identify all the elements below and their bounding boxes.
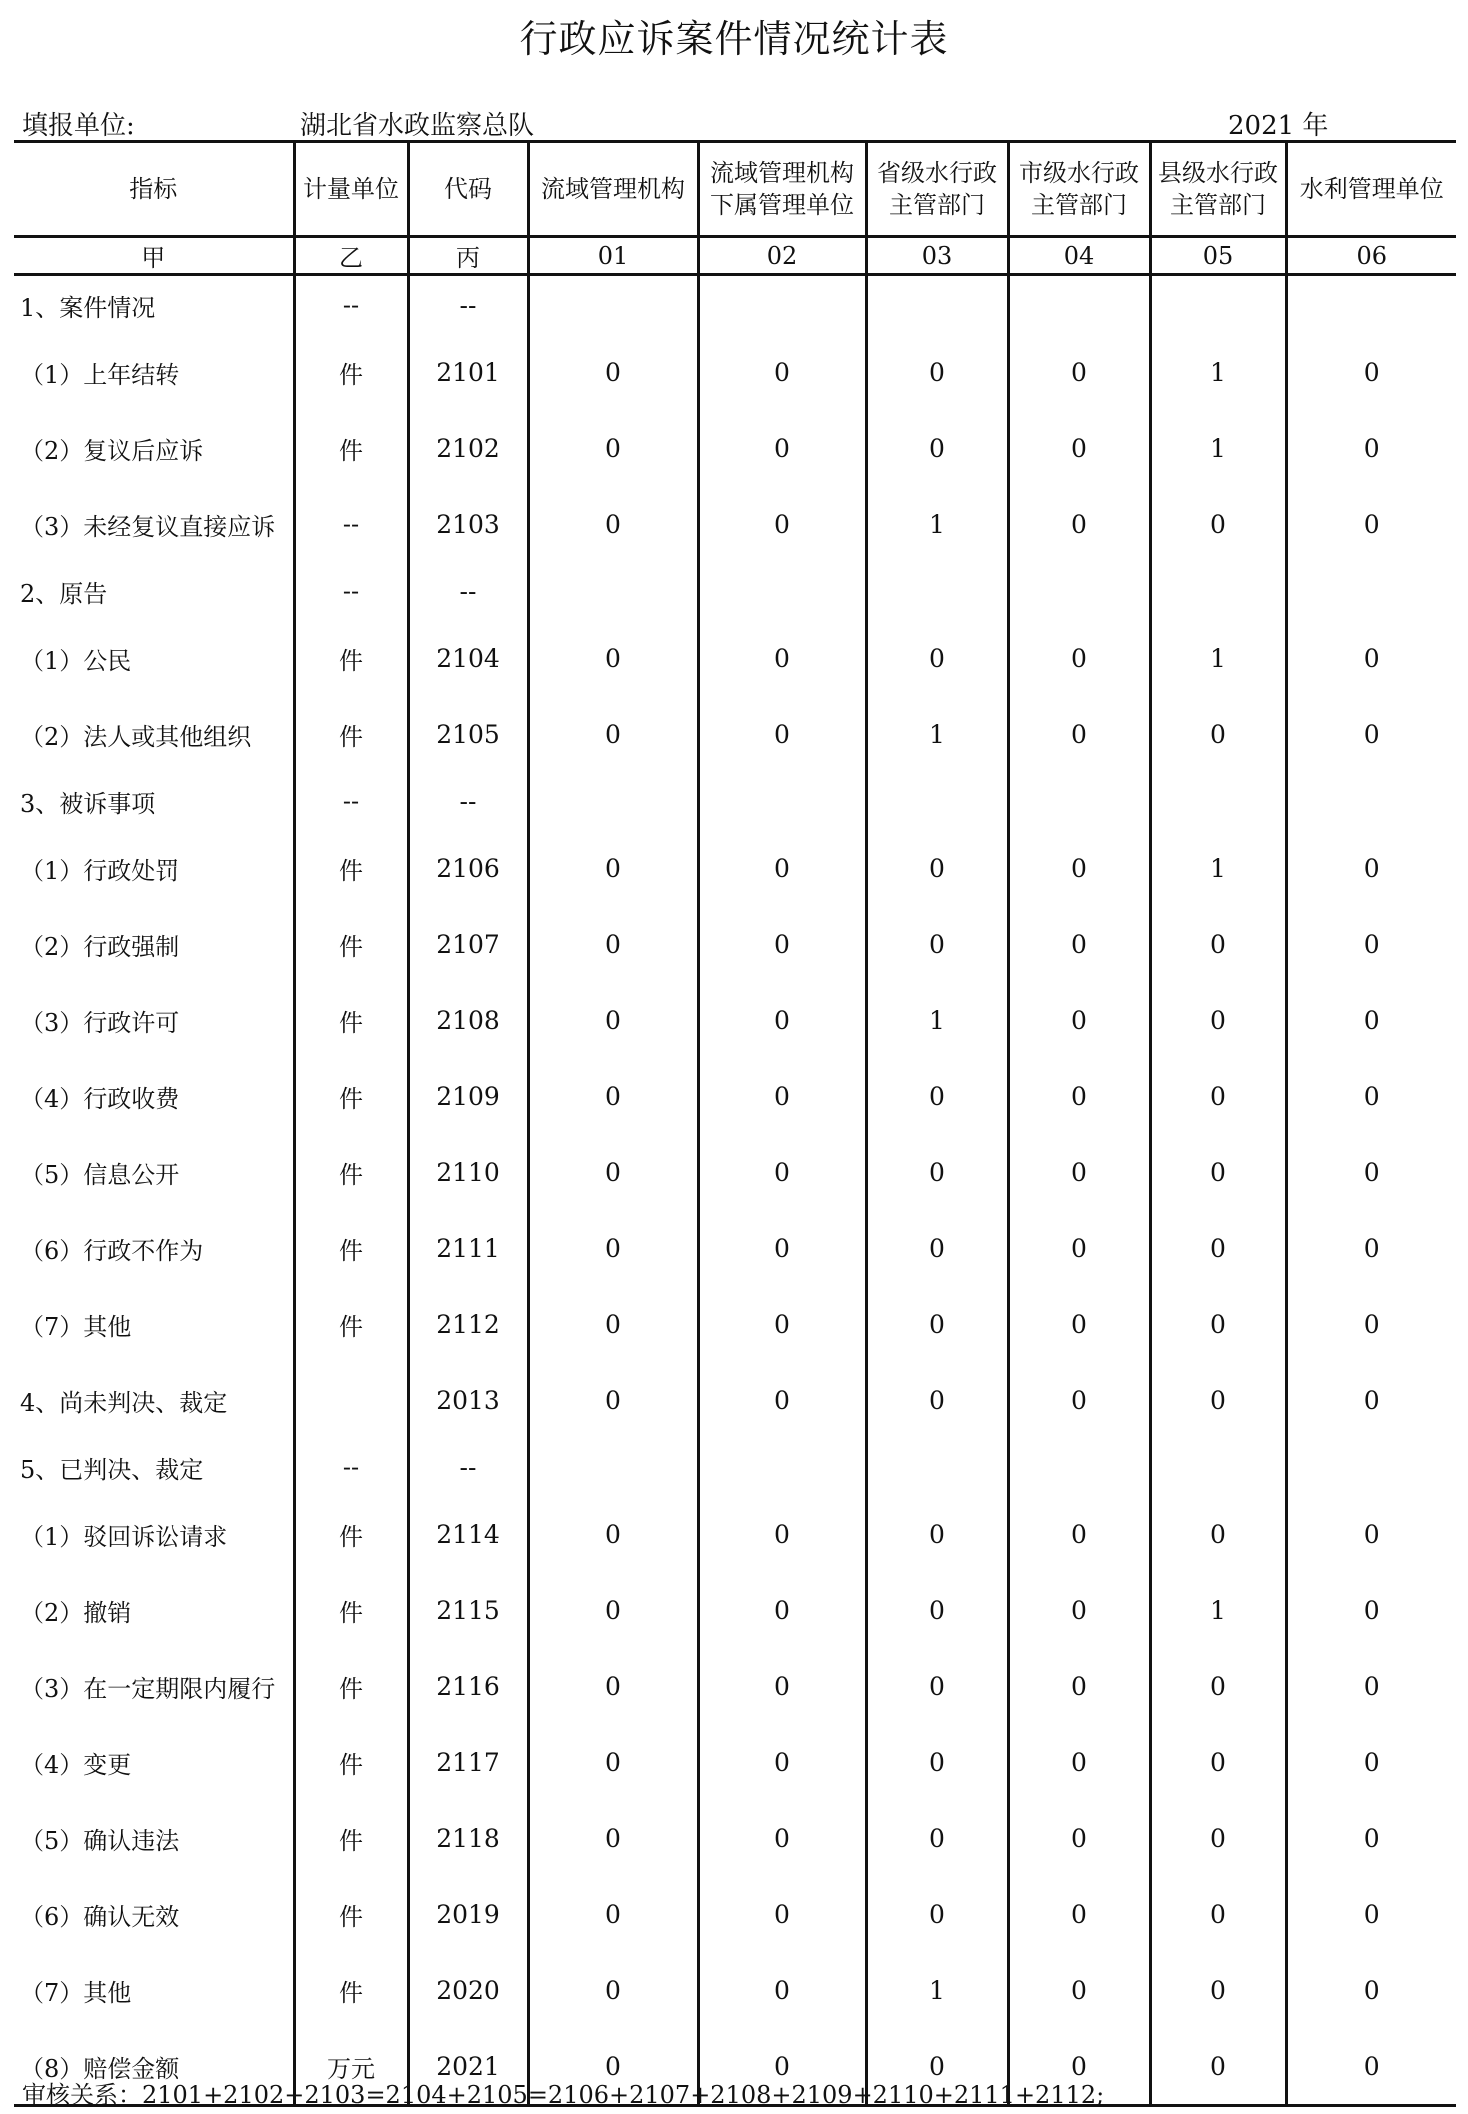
value-cell: 0	[698, 696, 866, 772]
column-header: 省级水行政主管部门	[866, 142, 1008, 237]
unit-cell: 件	[294, 1572, 408, 1648]
value-cell	[866, 562, 1008, 620]
value-cell	[528, 1438, 698, 1496]
indicator-label: （6）行政不作为	[20, 1236, 204, 1265]
value-cell: 0	[866, 1058, 1008, 1134]
value-cell	[1286, 562, 1456, 620]
column-header: 计量单位	[294, 142, 408, 237]
value-cell	[528, 275, 698, 335]
value-cell: 0	[698, 410, 866, 486]
value-cell: 0	[698, 982, 866, 1058]
code-cell: --	[408, 1438, 528, 1496]
table-row	[14, 830, 1456, 906]
code-cell: 2101	[408, 334, 528, 410]
table-row	[14, 410, 1456, 486]
value-cell: 0	[1286, 1286, 1456, 1362]
value-cell: 0	[866, 1134, 1008, 1210]
indicator-label: 4、尚未判决、裁定	[20, 1388, 228, 1417]
value-cell: 0	[528, 1800, 698, 1876]
value-cell: 0	[698, 1572, 866, 1648]
value-cell: 0	[698, 486, 866, 562]
value-cell: 0	[1286, 1496, 1456, 1572]
code-cell: 2110	[408, 1134, 528, 1210]
reporting-unit-label: 填报单位:	[22, 111, 135, 141]
unit-cell: 件	[294, 1876, 408, 1952]
indicator-label: （1）上年结转	[20, 360, 180, 389]
value-cell: 0	[1150, 1496, 1286, 1572]
indicator-label: （6）确认无效	[20, 1902, 180, 1931]
table-row	[14, 1572, 1456, 1648]
value-cell: 0	[698, 1724, 866, 1800]
value-cell: 0	[866, 620, 1008, 696]
value-cell: 0	[1150, 486, 1286, 562]
value-cell: 0	[1150, 1724, 1286, 1800]
value-cell: 1	[1150, 620, 1286, 696]
code-cell: 2107	[408, 906, 528, 982]
column-code: 乙	[294, 237, 408, 275]
column-header: 市级水行政主管部门	[1008, 142, 1150, 237]
value-cell: 0	[1150, 1876, 1286, 1952]
indicator-label: （4）行政收费	[20, 1084, 180, 1113]
value-cell: 0	[1008, 486, 1150, 562]
value-cell: 0	[1008, 410, 1150, 486]
value-cell: 1	[1150, 410, 1286, 486]
value-cell: 0	[1150, 982, 1286, 1058]
value-cell: 0	[698, 1952, 866, 2028]
table-row	[14, 275, 1456, 335]
code-cell: 2102	[408, 410, 528, 486]
code-cell: 2115	[408, 1572, 528, 1648]
value-cell	[1008, 772, 1150, 830]
indicator-label: （2）行政强制	[20, 932, 180, 961]
table-row	[14, 486, 1456, 562]
table-row	[14, 772, 1456, 830]
indicator-label: （5）信息公开	[20, 1160, 180, 1189]
value-cell	[698, 562, 866, 620]
value-cell: 0	[866, 1362, 1008, 1438]
unit-cell: --	[294, 1438, 408, 1496]
value-cell: 0	[528, 486, 698, 562]
value-cell: 0	[1286, 1876, 1456, 1952]
value-cell	[1286, 275, 1456, 335]
table-row	[14, 1362, 1456, 1438]
value-cell: 0	[1286, 1362, 1456, 1438]
table-body	[14, 275, 1456, 2106]
value-cell: 0	[1150, 696, 1286, 772]
report-year: 2021 年	[1228, 111, 1329, 141]
table-row	[14, 982, 1456, 1058]
value-cell: 0	[1008, 696, 1150, 772]
value-cell	[1286, 1438, 1456, 1496]
value-cell: 0	[1150, 1210, 1286, 1286]
value-cell: 1	[866, 696, 1008, 772]
table-row	[14, 1438, 1456, 1496]
value-cell: 0	[528, 1210, 698, 1286]
value-cell: 0	[528, 982, 698, 1058]
page-title: 行政应诉案件情况统计表	[519, 17, 949, 61]
value-cell: 0	[1008, 1496, 1150, 1572]
table-row	[14, 696, 1456, 772]
value-cell: 0	[1008, 1876, 1150, 1952]
value-cell: 0	[1150, 1952, 1286, 2028]
value-cell: 0	[698, 1876, 866, 1952]
value-cell: 0	[1008, 982, 1150, 1058]
value-cell: 0	[528, 1952, 698, 2028]
value-cell: 0	[866, 2028, 1008, 2106]
table-row	[14, 1134, 1456, 1210]
value-cell: 0	[698, 906, 866, 982]
table-row	[14, 1876, 1456, 1952]
value-cell: 0	[1150, 906, 1286, 982]
value-cell: 1	[1150, 1572, 1286, 1648]
value-cell: 0	[1286, 2028, 1456, 2106]
value-cell: 1	[866, 1952, 1008, 2028]
code-cell: 2118	[408, 1800, 528, 1876]
indicator-label: （3）行政许可	[20, 1008, 180, 1037]
value-cell: 0	[866, 1210, 1008, 1286]
indicator-label: （7）其他	[20, 1978, 132, 2007]
code-cell: 2116	[408, 1648, 528, 1724]
code-cell: 2103	[408, 486, 528, 562]
code-cell: 2106	[408, 830, 528, 906]
unit-cell: 件	[294, 1800, 408, 1876]
value-cell: 1	[1150, 830, 1286, 906]
value-cell: 0	[1008, 1210, 1150, 1286]
column-code-row	[14, 237, 1456, 275]
table-row	[14, 334, 1456, 410]
value-cell: 0	[866, 1572, 1008, 1648]
code-cell: 2104	[408, 620, 528, 696]
indicator-label: 1、案件情况	[20, 293, 156, 322]
table-row	[14, 1648, 1456, 1724]
value-cell: 0	[1286, 1134, 1456, 1210]
value-cell	[698, 275, 866, 335]
unit-cell: --	[294, 772, 408, 830]
value-cell: 0	[1286, 830, 1456, 906]
value-cell: 0	[698, 1210, 866, 1286]
value-cell: 0	[1008, 1724, 1150, 1800]
value-cell: 0	[528, 1648, 698, 1724]
value-cell: 0	[1286, 1058, 1456, 1134]
value-cell: 0	[1286, 334, 1456, 410]
value-cell: 0	[1008, 1572, 1150, 1648]
value-cell	[1008, 562, 1150, 620]
column-header: 指标	[14, 142, 294, 237]
value-cell	[866, 1438, 1008, 1496]
unit-cell: 件	[294, 1724, 408, 1800]
column-code: 05	[1150, 237, 1286, 275]
value-cell: 0	[1286, 620, 1456, 696]
indicator-label: （8）赔偿金额	[14, 2028, 294, 2106]
value-cell: 0	[1008, 1800, 1150, 1876]
value-cell: 0	[1008, 1362, 1150, 1438]
value-cell: 0	[1008, 1952, 1150, 2028]
indicator-label: （2）法人或其他组织	[20, 722, 252, 751]
code-cell: 2114	[408, 1496, 528, 1572]
column-code: 02	[698, 237, 866, 275]
code-cell: 2117	[408, 1724, 528, 1800]
indicator-label: 2、原告	[20, 579, 108, 608]
value-cell: 0	[866, 906, 1008, 982]
value-cell: 0	[528, 1058, 698, 1134]
value-cell: 0	[1150, 1058, 1286, 1134]
code-cell: 2108	[408, 982, 528, 1058]
code-cell: 2019	[408, 1876, 528, 1952]
value-cell	[866, 275, 1008, 335]
value-cell: 0	[1286, 1952, 1456, 2028]
value-cell	[1008, 275, 1150, 335]
value-cell: 0	[1150, 1134, 1286, 1210]
unit-cell: 件	[294, 1952, 408, 2028]
column-code: 01	[528, 237, 698, 275]
value-cell: 0	[698, 1286, 866, 1362]
code-cell: --	[408, 772, 528, 830]
table-row	[14, 562, 1456, 620]
value-cell: 0	[866, 410, 1008, 486]
value-cell: 0	[528, 620, 698, 696]
unit-cell: --	[294, 486, 408, 562]
table-row	[14, 1724, 1456, 1800]
unit-cell: 件	[294, 334, 408, 410]
code-cell: --	[408, 275, 528, 335]
value-cell	[528, 562, 698, 620]
indicator-label: （3）未经复议直接应诉	[20, 512, 276, 541]
value-cell: 0	[698, 1648, 866, 1724]
value-cell: 0	[698, 1134, 866, 1210]
table-row	[14, 1210, 1456, 1286]
unit-cell: 件	[294, 1058, 408, 1134]
code-cell: 2112	[408, 1286, 528, 1362]
value-cell: 1	[866, 486, 1008, 562]
value-cell: 0	[1286, 1210, 1456, 1286]
indicator-label: 3、被诉事项	[20, 789, 156, 818]
unit-cell: 件	[294, 1210, 408, 1286]
table-row	[14, 1496, 1456, 1572]
value-cell: 0	[866, 1724, 1008, 1800]
value-cell	[698, 772, 866, 830]
code-cell: --	[408, 562, 528, 620]
indicator-label: （2）复议后应诉	[20, 436, 204, 465]
value-cell: 0	[528, 1286, 698, 1362]
value-cell: 0	[528, 1876, 698, 1952]
unit-cell	[294, 1362, 408, 1438]
column-code: 03	[866, 237, 1008, 275]
value-cell: 0	[1150, 1648, 1286, 1724]
table-row	[14, 1058, 1456, 1134]
value-cell	[1150, 562, 1286, 620]
table-row	[14, 906, 1456, 982]
code-cell: 2111	[408, 1210, 528, 1286]
value-cell	[698, 1438, 866, 1496]
value-cell: 0	[866, 334, 1008, 410]
value-cell: 0	[1008, 1134, 1150, 1210]
value-cell: 0	[1286, 696, 1456, 772]
column-code: 丙	[408, 237, 528, 275]
value-cell: 0	[698, 334, 866, 410]
value-cell: 0	[698, 1496, 866, 1572]
indicator-label: （1）驳回诉讼请求	[20, 1522, 228, 1551]
value-cell: 0	[698, 1800, 866, 1876]
value-cell: 0	[1286, 906, 1456, 982]
value-cell: 0	[528, 1724, 698, 1800]
table-row	[14, 1800, 1456, 1876]
value-cell: 0	[866, 1800, 1008, 1876]
indicator-label: （4）变更	[20, 1750, 132, 1779]
table-row	[14, 1286, 1456, 1362]
value-cell: 0	[528, 410, 698, 486]
reporting-unit-name: 湖北省水政监察总队	[300, 111, 535, 141]
value-cell	[1286, 772, 1456, 830]
unit-cell: 件	[294, 830, 408, 906]
code-cell: 2013	[408, 1362, 528, 1438]
value-cell: 0	[1008, 906, 1150, 982]
unit-cell: 件	[294, 1648, 408, 1724]
unit-cell: --	[294, 275, 408, 335]
unit-cell: 件	[294, 410, 408, 486]
value-cell: 0	[1008, 1286, 1150, 1362]
value-cell: 0	[1008, 830, 1150, 906]
value-cell: 0	[866, 830, 1008, 906]
indicator-label: （3）在一定期限内履行	[20, 1674, 276, 1703]
column-header: 流域管理机构	[528, 142, 698, 237]
code-cell: 2109	[408, 1058, 528, 1134]
value-cell: 0	[1008, 620, 1150, 696]
unit-cell: 万元	[294, 2028, 408, 2106]
value-cell: 0	[528, 2028, 698, 2106]
unit-cell: 件	[294, 696, 408, 772]
value-cell: 0	[528, 696, 698, 772]
value-cell: 0	[528, 906, 698, 982]
code-cell: 2020	[408, 1952, 528, 2028]
column-code: 甲	[14, 237, 294, 275]
unit-cell: 件	[294, 1286, 408, 1362]
value-cell: 0	[528, 830, 698, 906]
value-cell: 0	[528, 1572, 698, 1648]
value-cell	[1150, 275, 1286, 335]
value-cell: 0	[528, 1496, 698, 1572]
unit-cell: --	[294, 562, 408, 620]
value-cell: 0	[866, 1648, 1008, 1724]
value-cell: 0	[528, 1362, 698, 1438]
value-cell: 0	[528, 334, 698, 410]
value-cell: 0	[1008, 334, 1150, 410]
column-header-row	[14, 142, 1456, 237]
indicator-label: （5）确认违法	[20, 1826, 180, 1855]
code-cell: 2105	[408, 696, 528, 772]
column-header: 流域管理机构下属管理单位	[698, 142, 866, 237]
unit-cell: 件	[294, 1134, 408, 1210]
unit-cell: 件	[294, 906, 408, 982]
value-cell: 0	[528, 1134, 698, 1210]
indicator-label: （2）撤销	[20, 1598, 132, 1627]
indicator-label: 5、已判决、裁定	[20, 1455, 204, 1484]
value-cell: 0	[1286, 1800, 1456, 1876]
table-row	[14, 1952, 1456, 2028]
value-cell: 0	[1286, 1648, 1456, 1724]
value-cell: 1	[866, 982, 1008, 1058]
value-cell: 0	[1286, 410, 1456, 486]
column-header: 县级水行政主管部门	[1150, 142, 1286, 237]
unit-cell: 件	[294, 620, 408, 696]
column-code: 06	[1286, 237, 1456, 275]
value-cell: 0	[1008, 1648, 1150, 1724]
code-cell: 2021	[408, 2028, 528, 2106]
value-cell	[1150, 772, 1286, 830]
value-cell	[528, 772, 698, 830]
value-cell: 0	[698, 2028, 866, 2106]
value-cell: 0	[1008, 1058, 1150, 1134]
value-cell	[1008, 1438, 1150, 1496]
unit-cell: 件	[294, 982, 408, 1058]
value-cell: 0	[698, 1362, 866, 1438]
value-cell: 0	[698, 1058, 866, 1134]
value-cell: 0	[866, 1876, 1008, 1952]
value-cell	[866, 772, 1008, 830]
value-cell: 0	[1286, 982, 1456, 1058]
value-cell: 0	[1150, 2028, 1286, 2106]
value-cell: 0	[1286, 1572, 1456, 1648]
audit-relation-note: 审核关系：2101+2102+2103=2104+2105=2106+2107+2108+2109+2110+2111+2112;	[22, 2081, 1105, 2109]
column-header: 水利管理单位	[1286, 142, 1456, 237]
value-cell	[1150, 1438, 1286, 1496]
value-cell: 0	[1150, 1800, 1286, 1876]
value-cell: 0	[866, 1286, 1008, 1362]
unit-cell: 件	[294, 1496, 408, 1572]
indicator-label: （7）其他	[20, 1312, 132, 1341]
value-cell: 0	[866, 1496, 1008, 1572]
value-cell: 0	[698, 620, 866, 696]
value-cell: 0	[1286, 1724, 1456, 1800]
indicator-label: （1）公民	[20, 646, 132, 675]
value-cell: 0	[1008, 2028, 1150, 2106]
column-header: 代码	[408, 142, 528, 237]
value-cell: 0	[698, 830, 866, 906]
value-cell: 1	[1150, 334, 1286, 410]
value-cell: 0	[1150, 1286, 1286, 1362]
indicator-label: （1）行政处罚	[20, 856, 180, 885]
column-code: 04	[1008, 237, 1150, 275]
value-cell: 0	[1150, 1362, 1286, 1438]
value-cell: 0	[1286, 486, 1456, 562]
statistics-table	[14, 140, 1456, 2107]
table-row	[14, 620, 1456, 696]
